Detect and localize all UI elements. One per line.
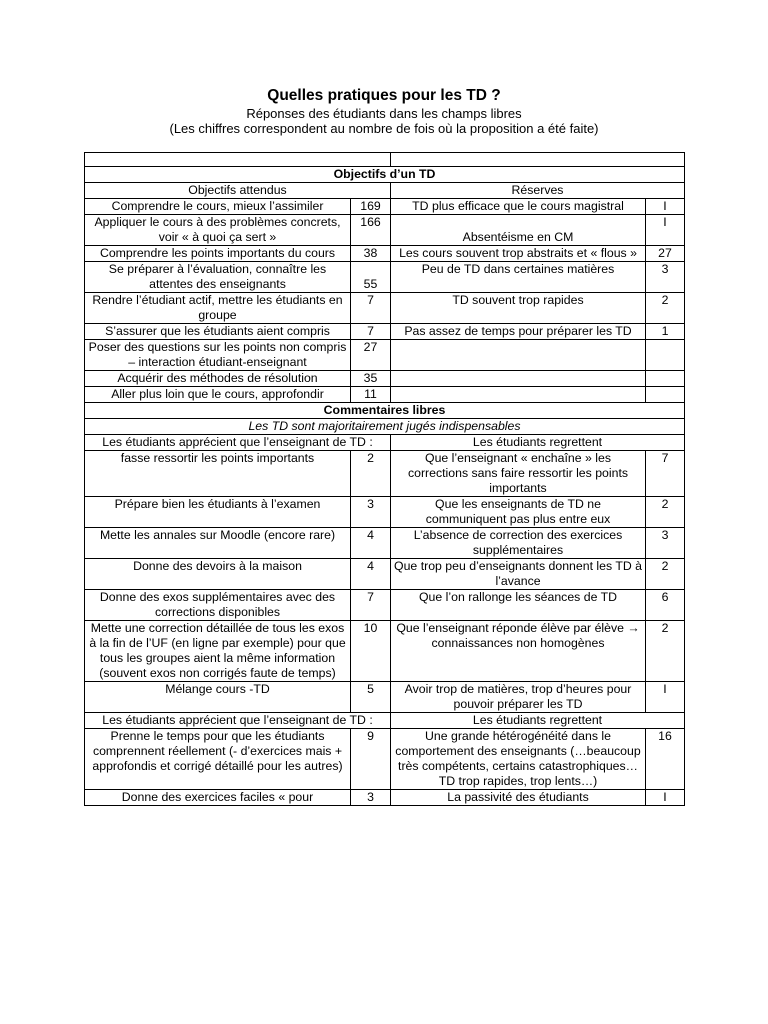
left-entry-text: Donne des exercices faciles « pour	[85, 790, 351, 806]
left-entry-count: 3	[351, 790, 391, 806]
left-entry-count: 7	[351, 324, 391, 340]
right-entry-count: 7	[646, 451, 685, 497]
table-row	[85, 199, 685, 215]
document-subtitle: Réponses des étudiants dans les champs libres	[246, 106, 522, 121]
table-row	[85, 528, 685, 559]
left-entry-text: Comprendre les points importants du cours	[85, 246, 351, 262]
right-entry-count: I	[646, 215, 685, 246]
right-entry-text: Absentéisme en CM	[391, 215, 646, 246]
column-header-row	[85, 183, 685, 199]
left-entry-text: Acquérir des méthodes de résolution	[85, 371, 351, 387]
reserves-header: Réserves	[391, 183, 685, 199]
right-entry-text	[391, 340, 646, 371]
empty-cell	[85, 153, 391, 167]
right-entry-text: Que l’on rallonge les séances de TD	[391, 590, 646, 621]
table-empty-row	[85, 153, 685, 167]
empty-cell	[391, 153, 685, 167]
right-entry-count: I	[646, 790, 685, 806]
right-entry-text: La passivité des étudiants	[391, 790, 646, 806]
right-entry-count: 2	[646, 559, 685, 590]
left-entry-count: 5	[351, 682, 391, 713]
table-row	[85, 451, 685, 497]
left-entry-count: 11	[351, 387, 391, 403]
right-entry-text: TD plus efficace que le cours magistral	[391, 199, 646, 215]
right-entry-text: Que les enseignants de TD ne communiquent pas plus entre eux	[391, 497, 646, 528]
right-entry-text: Pas assez de temps pour préparer les TD	[391, 324, 646, 340]
right-entry-text: Que l’enseignant « enchaîne » les corrections sans faire ressortir les points importants	[391, 451, 646, 497]
right-entry-count	[646, 340, 685, 371]
left-entry-text: Poser des questions sur les points non compris – interaction étudiant-enseignant	[85, 340, 351, 371]
section-header-row	[85, 167, 685, 183]
left-entry-text: Mette une correction détaillée de tous les exos à la fin de l’UF (en ligne par exemple) pour que tous les groupes aient la même information (souvent exos non corrigés faute de temps)	[85, 621, 351, 682]
left-entry-text: Donne des exos supplémentaires avec des corrections disponibles	[85, 590, 351, 621]
right-entry-count: 3	[646, 262, 685, 293]
table-row	[85, 621, 685, 682]
left-entry-count: 55	[351, 262, 391, 293]
regret-header-repeat: Les étudiants regrettent	[391, 713, 685, 729]
right-entry-text	[391, 387, 646, 403]
left-entry-count: 35	[351, 371, 391, 387]
left-entry-count: 7	[351, 293, 391, 324]
table-row	[85, 340, 685, 371]
table-row	[85, 790, 685, 806]
table-row	[85, 215, 685, 246]
section-subtitle-row	[85, 419, 685, 435]
right-entry-text: Que trop peu d’enseignants donnent les TD à l’avance	[391, 559, 646, 590]
left-entry-count: 9	[351, 729, 391, 790]
table-row	[85, 387, 685, 403]
column-header-row	[85, 713, 685, 729]
table-row	[85, 293, 685, 324]
left-entry-count: 3	[351, 497, 391, 528]
left-entry-count: 4	[351, 559, 391, 590]
right-entry-text: Avoir trop de matières, trop d’heures pour pouvoir préparer les TD	[391, 682, 646, 713]
table-row	[85, 497, 685, 528]
left-entry-text: Comprendre le cours, mieux l’assimiler	[85, 199, 351, 215]
table-row	[85, 729, 685, 790]
column-header-row	[85, 435, 685, 451]
right-entry-count: 6	[646, 590, 685, 621]
left-entry-text: Appliquer le cours à des problèmes concrets, voir « à quoi ça sert »	[85, 215, 351, 246]
right-entry-text: Que l’enseignant réponde élève par élève → connaissances non homogènes	[391, 621, 646, 682]
table-row	[85, 262, 685, 293]
right-entry-text: Peu de TD dans certaines matières	[391, 262, 646, 293]
regret-header: Les étudiants regrettent	[391, 435, 685, 451]
table-row	[85, 590, 685, 621]
appreciate-header-repeat: Les étudiants apprécient que l’enseignant de TD :	[85, 713, 391, 729]
right-entry-count: I	[646, 199, 685, 215]
left-entry-count: 166	[351, 215, 391, 246]
left-entry-text: Prépare bien les étudiants à l’examen	[85, 497, 351, 528]
table-row	[85, 371, 685, 387]
left-entry-count: 7	[351, 590, 391, 621]
table-row	[85, 559, 685, 590]
left-entry-text: Prenne le temps pour que les étudiants comprennent réellement (- d’exercices mais + approfondis et corrigé détaillé pour les autres)	[85, 729, 351, 790]
right-entry-count: 1	[646, 324, 685, 340]
right-entry-count: 27	[646, 246, 685, 262]
section-header-row	[85, 403, 685, 419]
left-entry-count: 4	[351, 528, 391, 559]
left-entry-count: 38	[351, 246, 391, 262]
left-entry-count: 169	[351, 199, 391, 215]
left-entry-count: 10	[351, 621, 391, 682]
practices-table	[84, 152, 685, 806]
left-entry-text: fasse ressortir les points importants	[85, 451, 351, 497]
right-entry-text: L’absence de correction des exercices supplémentaires	[391, 528, 646, 559]
table-row	[85, 682, 685, 713]
section2-subtitle: Les TD sont majoritairement jugés indispensables	[85, 419, 685, 435]
objectives-header: Objectifs attendus	[85, 183, 391, 199]
left-entry-text: Aller plus loin que le cours, approfondir	[85, 387, 351, 403]
document-note: (Les chiffres correspondent au nombre de fois où la proposition a été faite)	[169, 121, 599, 136]
left-entry-count: 27	[351, 340, 391, 371]
left-entry-count: 2	[351, 451, 391, 497]
right-entry-count: I	[646, 682, 685, 713]
left-entry-text: Se préparer à l’évaluation, connaître les attentes des enseignants	[85, 262, 351, 293]
right-entry-text: Une grande hétérogénéité dans le comportement des enseignants (…beaucoup très compétents, certains catastrophiques…TD trop rapides, trop lents…)	[391, 729, 646, 790]
table-row	[85, 324, 685, 340]
right-entry-count	[646, 387, 685, 403]
left-entry-text: Donne des devoirs à la maison	[85, 559, 351, 590]
right-entry-count: 2	[646, 621, 685, 682]
right-entry-count	[646, 371, 685, 387]
section1-title: Objectifs d’un TD	[85, 167, 685, 183]
left-entry-text: S’assurer que les étudiants aient compris	[85, 324, 351, 340]
section2-title: Commentaires libres	[85, 403, 685, 419]
appreciate-header: Les étudiants apprécient que l’enseignant de TD :	[85, 435, 391, 451]
left-entry-text: Rendre l’étudiant actif, mettre les étudiants en groupe	[85, 293, 351, 324]
right-entry-count: 2	[646, 293, 685, 324]
document-title: Quelles pratiques pour les TD ?	[267, 87, 501, 104]
right-entry-text: TD souvent trop rapides	[391, 293, 646, 324]
right-entry-count: 3	[646, 528, 685, 559]
right-entry-text	[391, 371, 646, 387]
right-entry-count: 16	[646, 729, 685, 790]
left-entry-text: Mette les annales sur Moodle (encore rare)	[85, 528, 351, 559]
left-entry-text: Mélange cours -TD	[85, 682, 351, 713]
right-entry-text: Les cours souvent trop abstraits et « flous »	[391, 246, 646, 262]
right-entry-count: 2	[646, 497, 685, 528]
table-row	[85, 246, 685, 262]
